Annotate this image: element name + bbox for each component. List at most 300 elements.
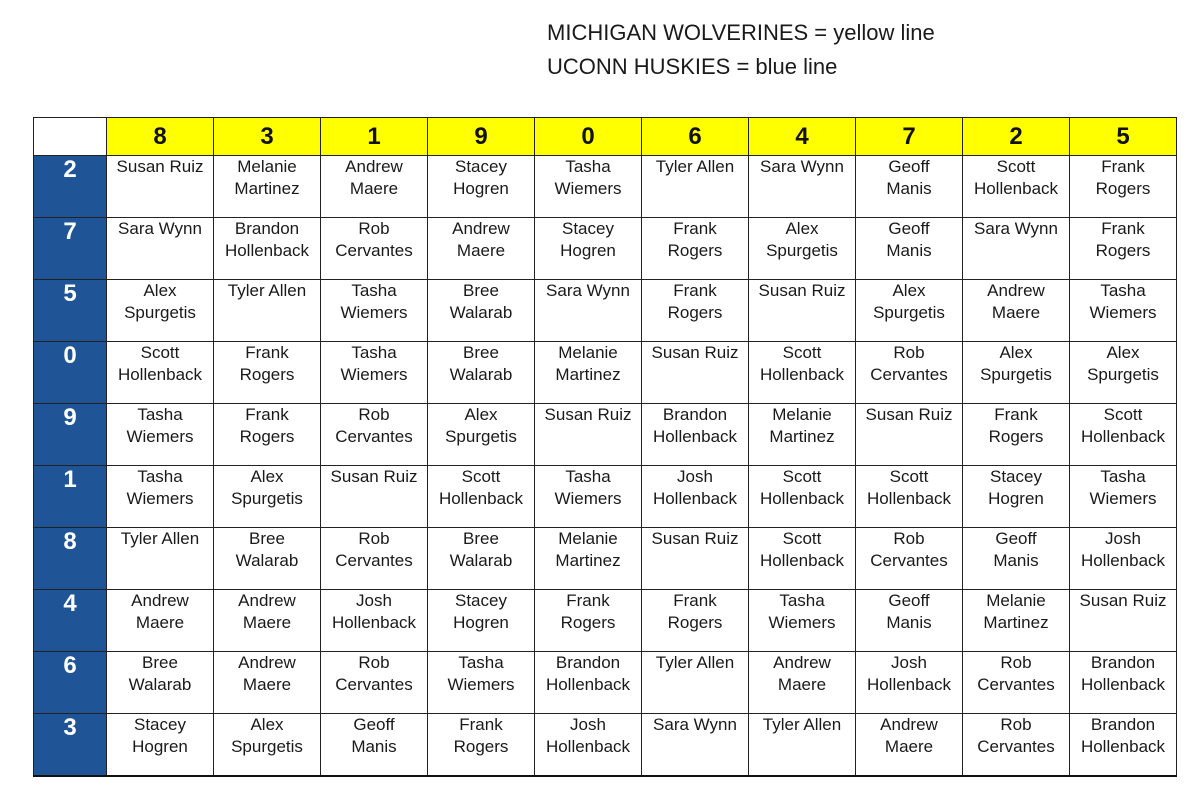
grid-cell	[1070, 528, 1177, 590]
cell-name-line: Geoff	[888, 219, 930, 238]
cell-name-line: Manis	[886, 179, 932, 198]
cell-name-line: Hogren	[132, 737, 188, 756]
cell-name-line: Tasha	[1100, 281, 1146, 300]
cell-name-line: Alex	[143, 281, 177, 300]
cell-name-line: Josh	[356, 591, 392, 610]
cell-name-line: Spurgetis	[124, 303, 196, 322]
cell-name-line: Hogren	[988, 489, 1044, 508]
grid-row	[34, 342, 1177, 404]
cell-name-line: Frank	[1101, 219, 1145, 238]
cell-name-line: Cervantes	[335, 241, 413, 260]
cell-name-line: Bree	[463, 281, 499, 300]
cell-name-line: Hollenback	[1080, 551, 1166, 570]
grid-cell	[535, 404, 642, 466]
cell-name-line: Susan Ruiz	[865, 405, 953, 424]
grid-row	[34, 714, 1177, 777]
grid-cell	[321, 590, 428, 652]
grid-cell	[642, 714, 749, 777]
grid-cell	[321, 342, 428, 404]
cell-name-line: Josh	[570, 715, 606, 734]
grid-cell	[963, 156, 1070, 218]
cell-name-line: Geoff	[995, 529, 1037, 548]
cell-name-line: Andrew	[880, 715, 938, 734]
grid-cell	[428, 280, 535, 342]
cell-name-line: Cervantes	[335, 675, 413, 694]
cell-name-line: Andrew	[452, 219, 510, 238]
cell-name-line: Tasha	[565, 157, 611, 176]
grid-cell	[856, 590, 963, 652]
grid-cell	[749, 280, 856, 342]
cell-name-line: Andrew	[987, 281, 1045, 300]
grid-cell	[321, 218, 428, 280]
grid-cell	[535, 218, 642, 280]
cell-name-line: Alex	[892, 281, 926, 300]
cell-name-line: Frank	[673, 281, 717, 300]
row-header: 9	[34, 404, 107, 466]
grid-row	[34, 590, 1177, 652]
cell-name-line: Hollenback	[117, 365, 203, 384]
grid-cell	[963, 466, 1070, 528]
cell-name-line: Hollenback	[866, 489, 952, 508]
cell-name-line: Andrew	[773, 653, 831, 672]
cell-name-line: Cervantes	[977, 737, 1055, 756]
cell-name-line: Maere	[456, 241, 506, 260]
grid-row	[34, 528, 1177, 590]
cell-name-line: Wiemers	[1089, 303, 1157, 322]
cell-name-line: Manis	[351, 737, 397, 756]
grid-cell	[642, 280, 749, 342]
grid-cell	[1070, 404, 1177, 466]
grid-cell	[749, 156, 856, 218]
cell-name-line: Geoff	[353, 715, 395, 734]
cell-name-line: Maere	[884, 737, 934, 756]
cell-name-line: Maere	[991, 303, 1041, 322]
grid-cell	[642, 652, 749, 714]
cell-name-line: Andrew	[131, 591, 189, 610]
grid-cell	[642, 528, 749, 590]
cell-name-line: Frank	[1101, 157, 1145, 176]
cell-name-line: Rogers	[239, 365, 295, 384]
cell-name-line: Stacey	[455, 591, 507, 610]
cell-name-line: Susan Ruiz	[651, 529, 739, 548]
cell-name-line: Rob	[358, 219, 390, 238]
cell-name-line: Rob	[1000, 653, 1032, 672]
grid-cell	[214, 342, 321, 404]
cell-name-line: Susan Ruiz	[544, 405, 632, 424]
cell-name-line: Rogers	[1095, 179, 1151, 198]
grid-cell	[1070, 714, 1177, 777]
cell-name-line: Cervantes	[335, 427, 413, 446]
cell-name-line: Walarab	[449, 551, 513, 570]
row-header: 5	[34, 280, 107, 342]
grid-cell	[535, 280, 642, 342]
cell-name-line: Hogren	[453, 179, 509, 198]
row-header: 3	[34, 714, 107, 777]
grid-cell	[214, 714, 321, 777]
cell-name-line: Hollenback	[1080, 737, 1166, 756]
grid-cell	[321, 528, 428, 590]
cell-name-line: Tyler Allen	[655, 653, 735, 672]
cell-name-line: Andrew	[345, 157, 403, 176]
cell-name-line: Alex	[999, 343, 1033, 362]
cell-name-line: Walarab	[128, 675, 192, 694]
row-header: 7	[34, 218, 107, 280]
grid-cell	[107, 714, 214, 777]
grid-cell	[749, 528, 856, 590]
cell-name-line: Rogers	[667, 613, 723, 632]
grid-cell	[1070, 280, 1177, 342]
cell-name-line: Martinez	[983, 613, 1049, 632]
cell-name-line: Rob	[893, 343, 925, 362]
row-header: 2	[34, 156, 107, 218]
grid-cell	[963, 590, 1070, 652]
cell-name-line: Scott	[782, 529, 822, 548]
cell-name-line: Tasha	[565, 467, 611, 486]
grid-row	[34, 156, 1177, 218]
grid-cell	[749, 652, 856, 714]
cell-name-line: Frank	[673, 219, 717, 238]
grid-cell	[214, 280, 321, 342]
grid-cell	[963, 280, 1070, 342]
grid-cell	[856, 280, 963, 342]
grid-cell	[856, 156, 963, 218]
cell-name-line: Sara Wynn	[974, 219, 1058, 238]
cell-name-line: Bree	[463, 529, 499, 548]
cell-name-line: Brandon	[1090, 715, 1156, 734]
grid-cell	[749, 218, 856, 280]
cell-name-line: Tasha	[137, 467, 183, 486]
grid-cell	[749, 466, 856, 528]
cell-name-line: Spurgetis	[873, 303, 945, 322]
cell-name-line: Frank	[245, 405, 289, 424]
cell-name-line: Walarab	[235, 551, 299, 570]
grid-row	[34, 218, 1177, 280]
legend-uconn: UCONN HUSKIES = blue line	[547, 54, 838, 79]
cell-name-line: Walarab	[449, 365, 513, 384]
grid-cell	[428, 714, 535, 777]
grid-cell	[642, 156, 749, 218]
grid-cell	[214, 652, 321, 714]
grid-cell	[107, 218, 214, 280]
grid-cell	[856, 652, 963, 714]
grid-cell	[214, 156, 321, 218]
grid-body	[34, 156, 1177, 777]
cell-name-line: Melanie	[986, 591, 1046, 610]
grid-cell	[856, 404, 963, 466]
cell-name-line: Wiemers	[447, 675, 515, 694]
column-header: 1	[321, 118, 428, 156]
grid-cell	[107, 528, 214, 590]
grid-cell	[1070, 590, 1177, 652]
grid-cell	[856, 218, 963, 280]
cell-name-line: Hollenback	[866, 675, 952, 694]
grid-cell	[214, 590, 321, 652]
cell-name-line: Sara Wynn	[760, 157, 844, 176]
cell-name-line: Hollenback	[973, 179, 1059, 198]
cell-name-line: Bree	[249, 529, 285, 548]
cell-name-line: Hogren	[453, 613, 509, 632]
grid-cell	[642, 404, 749, 466]
cell-name-line: Martinez	[555, 365, 621, 384]
grid-cell	[1070, 342, 1177, 404]
grid-cell	[642, 342, 749, 404]
grid-cell	[535, 528, 642, 590]
grid-cell	[1070, 652, 1177, 714]
grid-cell	[642, 218, 749, 280]
cell-name-line: Cervantes	[870, 551, 948, 570]
cell-name-line: Frank	[673, 591, 717, 610]
grid-cell	[107, 590, 214, 652]
cell-name-line: Josh	[677, 467, 713, 486]
column-header: 7	[856, 118, 963, 156]
grid-cell	[107, 404, 214, 466]
cell-name-line: Tasha	[351, 281, 397, 300]
grid-cell	[428, 218, 535, 280]
cell-name-line: Brandon	[1090, 653, 1156, 672]
row-header: 8	[34, 528, 107, 590]
grid-cell	[107, 156, 214, 218]
cell-name-line: Alex	[1106, 343, 1140, 362]
cell-name-line: Hollenback	[652, 427, 738, 446]
cell-name-line: Hollenback	[438, 489, 524, 508]
cell-name-line: Brandon	[555, 653, 621, 672]
cell-name-line: Scott	[461, 467, 501, 486]
cell-name-line: Sara Wynn	[546, 281, 630, 300]
cell-name-line: Tyler Allen	[120, 529, 200, 548]
cell-name-line: Rob	[358, 653, 390, 672]
cell-name-line: Wiemers	[554, 179, 622, 198]
cell-name-line: Josh	[891, 653, 927, 672]
grid-cell	[428, 652, 535, 714]
grid-cell	[214, 404, 321, 466]
row-header: 4	[34, 590, 107, 652]
grid-cell	[1070, 218, 1177, 280]
grid-cell	[749, 714, 856, 777]
cell-name-line: Manis	[993, 551, 1039, 570]
grid-row	[34, 404, 1177, 466]
grid-cell	[107, 466, 214, 528]
cell-name-line: Scott	[996, 157, 1036, 176]
cell-name-line: Wiemers	[126, 427, 194, 446]
grid-cell	[535, 342, 642, 404]
cell-name-line: Brandon	[662, 405, 728, 424]
cell-name-line: Cervantes	[335, 551, 413, 570]
cell-name-line: Maere	[349, 179, 399, 198]
grid-cell	[428, 590, 535, 652]
cell-name-line: Martinez	[769, 427, 835, 446]
grid-cell	[107, 342, 214, 404]
grid-cell	[963, 404, 1070, 466]
grid-row	[34, 280, 1177, 342]
cell-name-line: Rob	[358, 405, 390, 424]
cell-name-line: Susan Ruiz	[116, 157, 204, 176]
column-header: 6	[642, 118, 749, 156]
cell-name-line: Maere	[242, 613, 292, 632]
cell-name-line: Tyler Allen	[762, 715, 842, 734]
cell-name-line: Frank	[459, 715, 503, 734]
cell-name-line: Maere	[242, 675, 292, 694]
cell-name-line: Hollenback	[1080, 427, 1166, 446]
cell-name-line: Alex	[785, 219, 819, 238]
grid-cell	[642, 590, 749, 652]
cell-name-line: Rob	[358, 529, 390, 548]
column-header: 4	[749, 118, 856, 156]
grid-cell	[321, 404, 428, 466]
cell-name-line: Martinez	[555, 551, 621, 570]
squares-grid	[33, 117, 1177, 777]
cell-name-line: Josh	[1105, 529, 1141, 548]
cell-name-line: Wiemers	[340, 303, 408, 322]
cell-name-line: Spurgetis	[231, 489, 303, 508]
cell-name-line: Frank	[994, 405, 1038, 424]
cell-name-line: Frank	[566, 591, 610, 610]
column-header: 2	[963, 118, 1070, 156]
grid-cell	[535, 590, 642, 652]
grid-cell	[214, 528, 321, 590]
grid-cell	[214, 466, 321, 528]
cell-name-line: Hogren	[560, 241, 616, 260]
cell-name-line: Wiemers	[340, 365, 408, 384]
cell-name-line: Alex	[464, 405, 498, 424]
cell-name-line: Scott	[140, 343, 180, 362]
cell-name-line: Geoff	[888, 591, 930, 610]
cell-name-line: Melanie	[237, 157, 297, 176]
cell-name-line: Rogers	[239, 427, 295, 446]
cell-name-line: Hollenback	[224, 241, 310, 260]
cell-name-line: Walarab	[449, 303, 513, 322]
cell-name-line: Tasha	[351, 343, 397, 362]
cell-name-line: Rogers	[667, 241, 723, 260]
cell-name-line: Hollenback	[652, 489, 738, 508]
column-header: 8	[107, 118, 214, 156]
cell-name-line: Susan Ruiz	[758, 281, 846, 300]
cell-name-line: Wiemers	[554, 489, 622, 508]
grid-cell	[535, 714, 642, 777]
cell-name-line: Wiemers	[126, 489, 194, 508]
grid-cell	[749, 342, 856, 404]
cell-name-line: Cervantes	[977, 675, 1055, 694]
grid-cell	[321, 652, 428, 714]
cell-name-line: Susan Ruiz	[330, 467, 418, 486]
cell-name-line: Hollenback	[759, 489, 845, 508]
cell-name-line: Alex	[250, 467, 284, 486]
cell-name-line: Rob	[893, 529, 925, 548]
cell-name-line: Rob	[1000, 715, 1032, 734]
cell-name-line: Rogers	[988, 427, 1044, 446]
cell-name-line: Hollenback	[331, 613, 417, 632]
cell-name-line: Scott	[1103, 405, 1143, 424]
row-header: 6	[34, 652, 107, 714]
cell-name-line: Frank	[245, 343, 289, 362]
grid-cell	[1070, 466, 1177, 528]
cell-name-line: Hollenback	[759, 551, 845, 570]
grid-cell	[963, 528, 1070, 590]
grid-cell	[963, 218, 1070, 280]
cell-name-line: Maere	[135, 613, 185, 632]
cell-name-line: Andrew	[238, 653, 296, 672]
cell-name-line: Tyler Allen	[227, 281, 307, 300]
grid-cell	[321, 280, 428, 342]
cell-name-line: Rogers	[667, 303, 723, 322]
cell-name-line: Wiemers	[768, 613, 836, 632]
grid-cell	[428, 528, 535, 590]
cell-name-line: Hollenback	[545, 737, 631, 756]
cell-name-line: Hollenback	[1080, 675, 1166, 694]
legend	[547, 16, 935, 84]
grid-cell	[107, 652, 214, 714]
grid-cell	[321, 714, 428, 777]
cell-name-line: Sara Wynn	[653, 715, 737, 734]
grid-cell	[856, 342, 963, 404]
corner-cell	[34, 118, 107, 156]
cell-name-line: Rogers	[453, 737, 509, 756]
cell-name-line: Tasha	[779, 591, 825, 610]
grid-cell	[749, 404, 856, 466]
cell-name-line: Scott	[782, 467, 822, 486]
cell-name-line: Hollenback	[545, 675, 631, 694]
grid-cell	[1070, 156, 1177, 218]
grid-cell	[535, 156, 642, 218]
grid-cell	[428, 342, 535, 404]
cell-name-line: Hollenback	[759, 365, 845, 384]
cell-name-line: Tasha	[137, 405, 183, 424]
grid-cell	[963, 342, 1070, 404]
cell-name-line: Wiemers	[1089, 489, 1157, 508]
grid-cell	[856, 528, 963, 590]
cell-name-line: Spurgetis	[231, 737, 303, 756]
cell-name-line: Bree	[142, 653, 178, 672]
cell-name-line: Scott	[889, 467, 929, 486]
cell-name-line: Stacey	[990, 467, 1042, 486]
cell-name-line: Melanie	[558, 343, 618, 362]
grid-cell	[321, 156, 428, 218]
cell-name-line: Sara Wynn	[118, 219, 202, 238]
grid-cell	[428, 156, 535, 218]
column-header: 0	[535, 118, 642, 156]
cell-name-line: Tyler Allen	[655, 157, 735, 176]
cell-name-line: Melanie	[772, 405, 832, 424]
cell-name-line: Stacey	[455, 157, 507, 176]
cell-name-line: Maere	[777, 675, 827, 694]
grid-cell	[428, 404, 535, 466]
grid-cell	[535, 466, 642, 528]
column-header: 9	[428, 118, 535, 156]
grid-cell	[856, 714, 963, 777]
cell-name-line: Melanie	[558, 529, 618, 548]
grid-cell	[642, 466, 749, 528]
cell-name-line: Manis	[886, 241, 932, 260]
legend-michigan: MICHIGAN WOLVERINES = yellow line	[547, 20, 935, 45]
cell-name-line: Rogers	[1095, 241, 1151, 260]
cell-name-line: Spurgetis	[766, 241, 838, 260]
grid-cell	[321, 466, 428, 528]
cell-name-line: Rogers	[560, 613, 616, 632]
cell-name-line: Spurgetis	[1087, 365, 1159, 384]
grid-cell	[749, 590, 856, 652]
cell-name-line: Geoff	[888, 157, 930, 176]
row-header: 1	[34, 466, 107, 528]
cell-name-line: Andrew	[238, 591, 296, 610]
grid-row	[34, 466, 1177, 528]
cell-name-line: Stacey	[562, 219, 614, 238]
grid-cell	[856, 466, 963, 528]
cell-name-line: Susan Ruiz	[1079, 591, 1167, 610]
grid-cell	[107, 280, 214, 342]
cell-name-line: Brandon	[234, 219, 300, 238]
cell-name-line: Susan Ruiz	[651, 343, 739, 362]
cell-name-line: Cervantes	[870, 365, 948, 384]
grid-cell	[428, 466, 535, 528]
